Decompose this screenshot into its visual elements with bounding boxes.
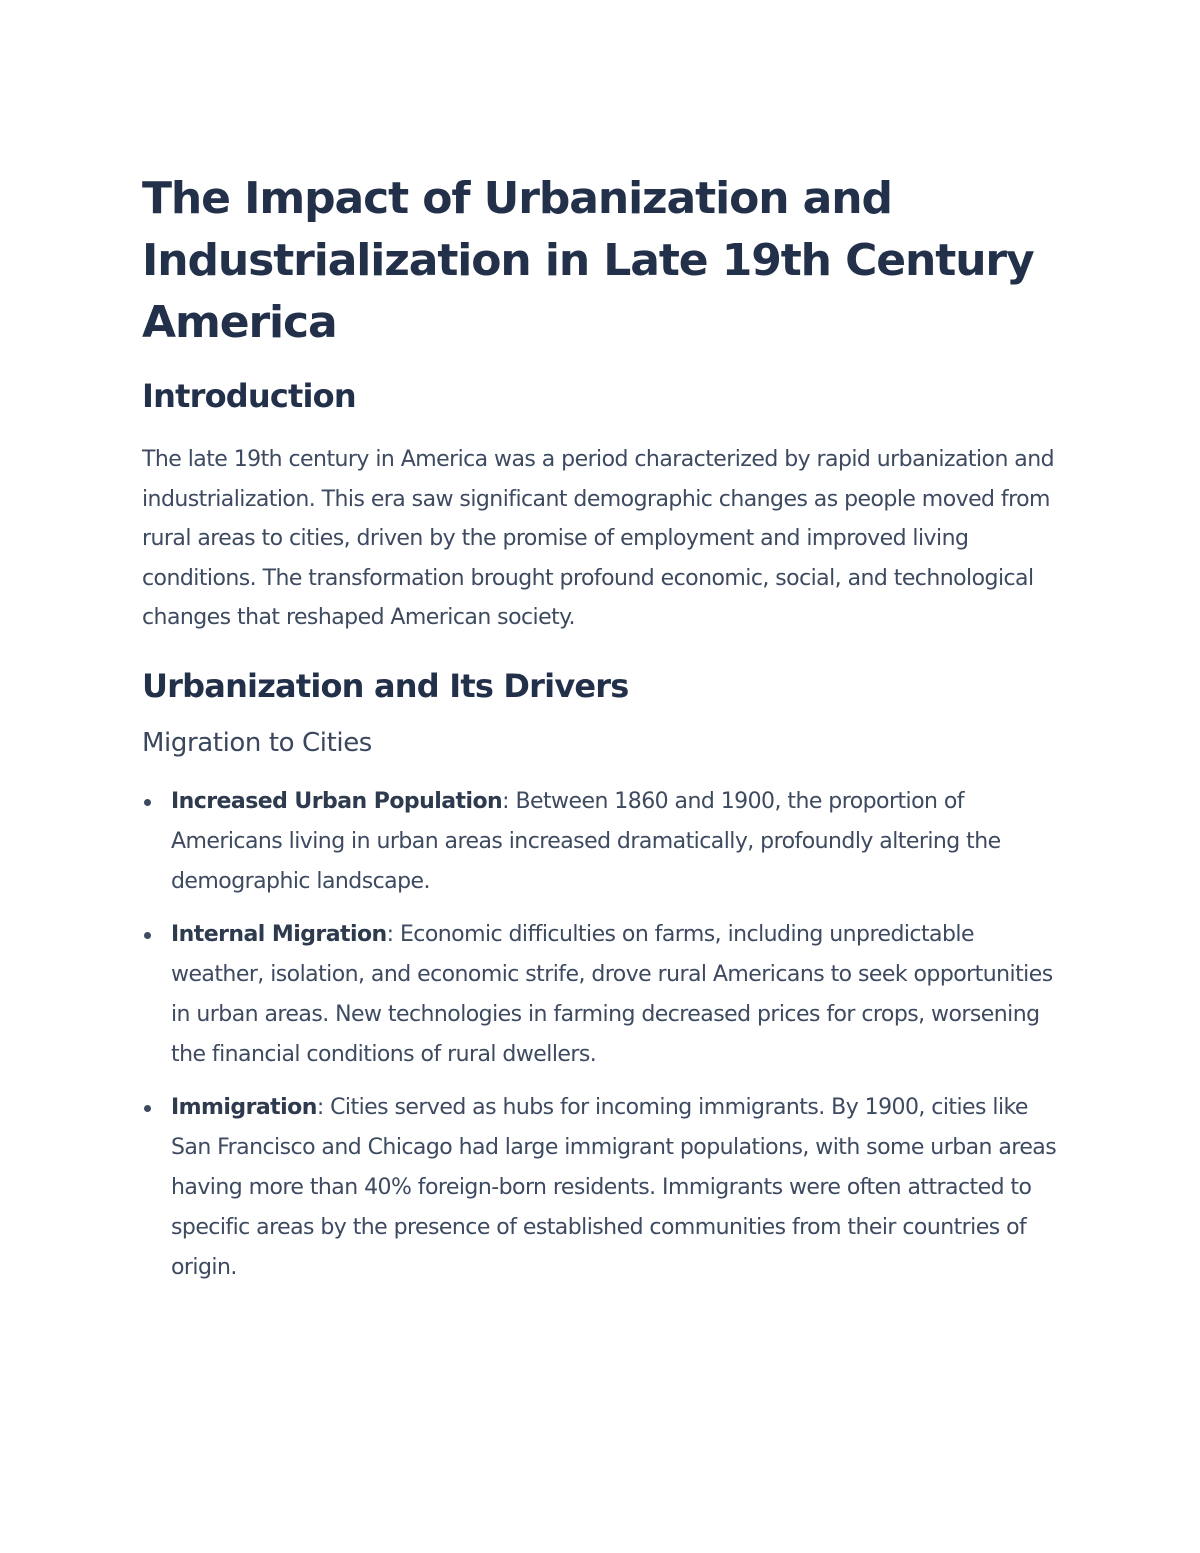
bullet-item-internal-migration — [142, 915, 1062, 1075]
introduction-paragraph: The late 19th century in America was a period characterized by rapid urbanization and industrialization. This era saw significant demographic changes as people moved from rural areas to cities, driven by the promise of employment and improved living conditions. The transformation brought profound economic, social, and technological changes that reshaped American society. — [142, 447, 1055, 630]
bullet-item-urban-population — [142, 782, 1062, 902]
urbanization-heading: Urbanization and Its Drivers — [142, 666, 629, 705]
bullet-term: Internal Migration — [171, 921, 387, 947]
migration-subheading: Migration to Cities — [142, 727, 372, 758]
bullet-dot-icon — [144, 799, 151, 806]
migration-bullet-list — [142, 782, 1062, 1288]
bullet-item-immigration — [142, 1088, 1062, 1288]
introduction-heading: Introduction — [142, 377, 356, 415]
bullet-dot-icon — [144, 1105, 151, 1112]
bullet-term: Immigration — [171, 1094, 317, 1120]
bullet-dot-icon — [144, 932, 151, 939]
bullet-text: : Cities served as hubs for incoming immigrants. By 1900, cities like San Francisco and Chicago had large immigrant populations, with some urban areas having more than 40% foreign-born residents. Immigrants were often attracted to specific areas by the presence of established communities from their countries of origin. — [171, 1094, 1057, 1280]
document-page — [142, 168, 1062, 1301]
bullet-term: Increased Urban Population — [171, 788, 503, 814]
bullet-text: : Between 1860 and 1900, the proportion of Americans living in urban areas increased dramatically, profoundly altering the demographic landscape. — [171, 788, 1001, 894]
document-title: The Impact of Urbanization and Industrialization in Late 19th Century America — [142, 173, 1034, 348]
bullet-text: : Economic difficulties on farms, including unpredictable weather, isolation, and economic strife, drove rural Americans to seek opportunities in urban areas. New technologies in farming decreased prices for crops, worsening the financial conditions of rural dwellers. — [171, 921, 1053, 1067]
